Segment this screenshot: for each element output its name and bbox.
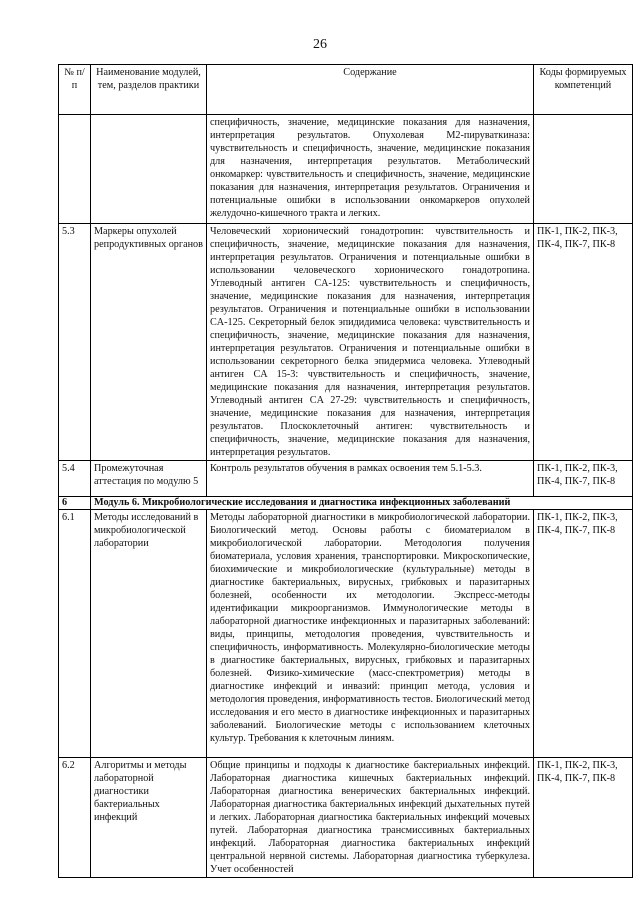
row-name: Промежуточная аттестация по модулю 5 [91, 461, 207, 497]
row-content: Человеческий хорионический гонадотропин: чувствительность и специфичность, значение, медицинские показания для назначения, интерпретация результатов. Ограничения и потенциальные ошибки в использовании человеческого хорионического гонадотропина. Углеводный антиген CA-125: чувствительность и специфичность, значение, медицинские показания для назначения, интерпретация результатов. Ограничения и потенциальные ошибки в использовании CA-125. Секреторный белок эпидидимиса человека: чувствительность и специфичность, значение, медицинские показания для назначения, интерпретация результатов. Ограничения и потенциальные ошибки в использовании секреторного белка эпидермиса человека. Углеводный антиген CA 15-3: чувствительность и специфичность, значение, медицинские показания для назначения, интерпретация результатов. Углеводный антиген CA 27-29: чувствительность и специфичность, значение, медицинские показания для назначения, интерпретация результатов. Плоскоклеточный антиген: чувствительность и специфичность, значение, медицинские показания для назначения, интерпретация результатов. [207, 224, 534, 461]
row-name: Алгоритмы и методы лабораторной диагностики бактериальных инфекций [91, 758, 207, 878]
row-codes [534, 115, 633, 224]
row-name [91, 115, 207, 224]
page-number: 26 [313, 37, 327, 52]
curriculum-table [58, 64, 633, 878]
header-num: № п/п [59, 65, 91, 115]
module-num: 6 [59, 497, 91, 510]
table-row [59, 115, 633, 224]
row-content: Общие принципы и подходы к диагностике бактериальных инфекций. Лабораторная диагностика кишечных бактериальных инфекций. Лабораторная диагностика венерических бактериальных инфекций. Лабораторная диагностика бактериальных инфекций дыхательных путей и легких. Лабораторная диагностика бактериальных инфекций мочевых путей. Лабораторная диагностика трансмиссивных бактериальных инфекций. Лабораторная диагностика бактериальных инфекций центральной нервной системы. Лабораторная диагностика туберкулеза. Учет особенностей [207, 758, 534, 878]
header-name: Наименование модулей, тем, разделов практики [91, 65, 207, 115]
module-header-row [59, 497, 633, 510]
row-num: 5.3 [59, 224, 91, 461]
table-header-row [59, 65, 633, 115]
row-name: Методы исследований в микробиологической лаборатории [91, 510, 207, 758]
table-row [59, 510, 633, 758]
header-content: Содержание [207, 65, 534, 115]
row-num [59, 115, 91, 224]
row-codes: ПК-1, ПК-2, ПК-3, ПК-4, ПК-7, ПК-8 [534, 224, 633, 461]
row-num: 5.4 [59, 461, 91, 497]
row-codes: ПК-1, ПК-2, ПК-3, ПК-4, ПК-7, ПК-8 [534, 461, 633, 497]
table-row [59, 758, 633, 878]
header-codes: Коды формируемых компетенций [534, 65, 633, 115]
table-row [59, 224, 633, 461]
row-codes: ПК-1, ПК-2, ПК-3, ПК-4, ПК-7, ПК-8 [534, 510, 633, 758]
row-num: 6.1 [59, 510, 91, 758]
table-row [59, 461, 633, 497]
module-title: Модуль 6. Микробиологические исследования и диагностика инфекционных заболеваний [91, 497, 633, 510]
row-content: Методы лабораторной диагностики в микробиологической лаборатории. Биологический метод. Основы работы с биоматериалом в микробиологической лаборатории. Методология получения биоматериала, условия хранения, транспортировки. Микроскопические, биохимические и микробиологические (культуральные) методы в диагностике бактериальных, вирусных, грибковых и паразитарных болезней, особенности их методологии. Экспресс-методы идентификации микроорганизмов. Иммунологические методы в лабораторной диагностике инфекционных и паразитарных заболеваний: виды, принципы, методология проведения, чувствительность и специфичность, информативность. Молекулярно-биологические методы в диагностике бактериальных, вирусных, грибковых и паразитарных болезней. Физико-химические (масс-спектрометрия) методы в диагностике инфекций и инвазий: принцип метода, условия и методология проведения, информативность тестов. Биологический метод исследования и его место в диагностике инфекционных и паразитарных заболеваний. Биологические методы с использованием клеточных культур. Требования к клеточным линиям. [207, 510, 534, 758]
row-content: Контроль результатов обучения в рамках освоения тем 5.1-5.3. [207, 461, 534, 497]
row-content: специфичность, значение, медицинские показания для назначения, интерпретация результатов. Опухолевая M2-пируваткиназа: чувствительность и специфичность, значение, медицинские показания для назначения, интерпретация результатов. Метаболический онкомаркер: чувствительность и специфичность, значение, медицинские показания для назначения, интерпретация результатов. Ограничения и потенциальные ошибки в использовании онкомаркеров опухолей желудочно-кишечного тракта и легких. [207, 115, 534, 224]
row-num: 6.2 [59, 758, 91, 878]
row-codes: ПК-1, ПК-2, ПК-3, ПК-4, ПК-7, ПК-8 [534, 758, 633, 878]
row-name: Маркеры опухолей репродуктивных органов [91, 224, 207, 461]
